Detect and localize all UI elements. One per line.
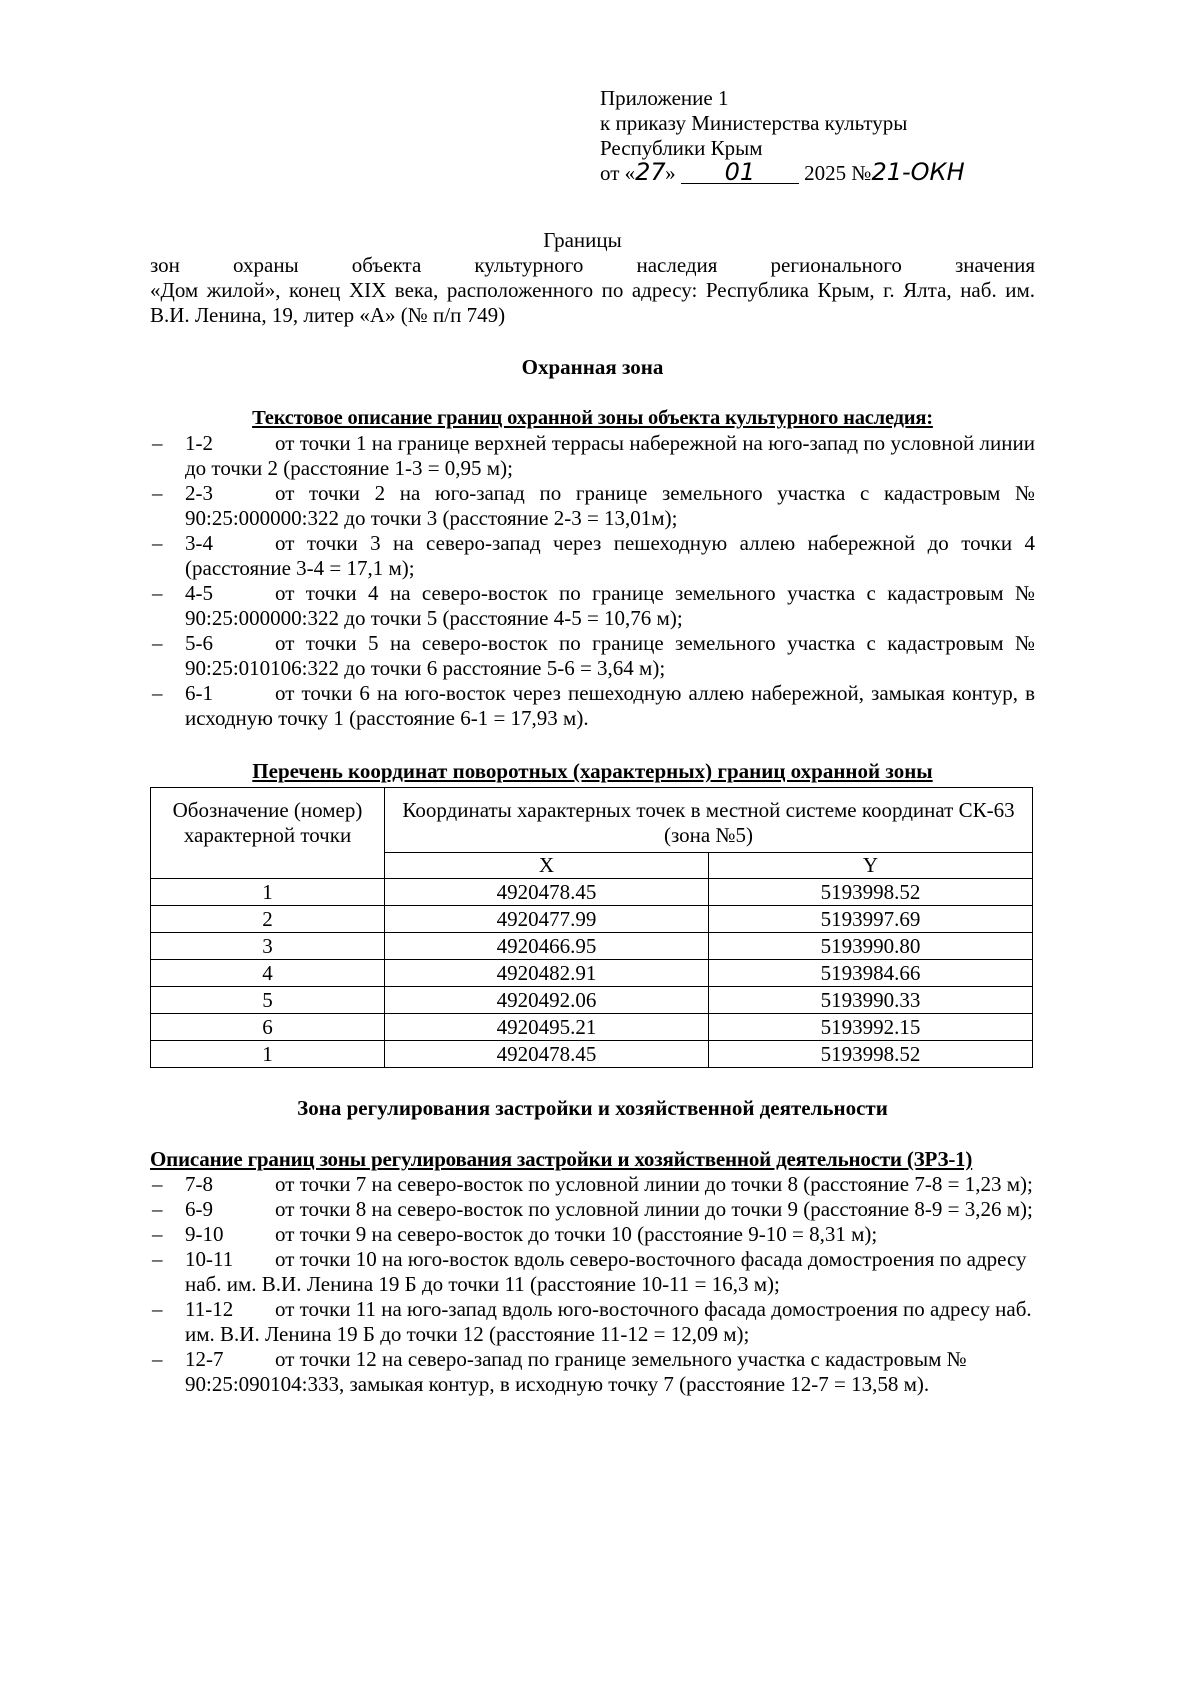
segment-description: от точки 11 на юго-запад вдоль юго-восточного фасада домостроения по адресу наб. им. В.И. Ленина 19 Б до точки 12 (расстояние 11-12 = 12,09 м);	[185, 1297, 1032, 1346]
x-column-header: X	[385, 853, 709, 879]
list-dash: –	[152, 1347, 163, 1371]
segment-code: 10-11	[185, 1247, 234, 1271]
cell-point: 4	[151, 960, 385, 987]
cell-y: 5193997.69	[708, 906, 1032, 933]
cell-x: 4920482.91	[385, 960, 709, 987]
segment-description: от точки 10 на юго-восток вдоль северо-восточного фасада домостроения по адресу наб. им. В.И. Ленина 19 Б до точки 11 (расстояние 10-11 = 16,3 м);	[185, 1247, 1027, 1296]
table-row	[151, 1041, 1033, 1068]
handwritten-day: 27	[635, 158, 666, 186]
y-column-header: Y	[708, 853, 1032, 879]
cell-x: 4920478.45	[385, 1041, 709, 1068]
table-row	[151, 960, 1033, 987]
handwritten-month: 01	[681, 161, 799, 184]
boundary-segment-item	[150, 581, 1035, 631]
list-dash: –	[152, 1172, 163, 1196]
table-row	[151, 987, 1033, 1014]
cell-y: 5193984.66	[708, 960, 1032, 987]
cell-y: 5193990.80	[708, 933, 1032, 960]
order-reference: к приказу Министерства культуры	[600, 111, 908, 135]
list-dash: –	[152, 531, 163, 555]
segment-description: от точки 2 на юго-запад по границе земельного участка с кадастровым № 90:25:000000:322 до точки 3 (расстояние 2-3 = 13,01м);	[185, 481, 1035, 530]
cell-y: 5193990.33	[708, 987, 1032, 1014]
cell-x: 4920478.45	[385, 879, 709, 906]
segment-description: от точки 6 на юго-восток через пешеходную аллею набережной, замыкая контур, в исходную точку 1 (расстояние 6-1 = 17,93 м).	[185, 681, 1035, 730]
cell-point: 6	[151, 1014, 385, 1041]
list-dash: –	[152, 481, 163, 505]
segment-description: от точки 4 на северо-восток по границе земельного участка с кадастровым № 90:25:000000:322 до точки 5 (расстояние 4-5 = 10,76 м);	[185, 581, 1035, 630]
segment-code: 4-5	[185, 581, 213, 605]
table-row	[151, 879, 1033, 906]
document-body	[150, 228, 1035, 1397]
cell-y: 5193998.52	[708, 1041, 1032, 1068]
list-dash: –	[152, 631, 163, 655]
order-date-line: от «27» 01 2025 №21-ОКН	[600, 161, 1040, 186]
coordinates-table	[150, 787, 1033, 1068]
document-subtitle-line1: зон охраны объекта культурного наследия регионального значения	[150, 253, 1035, 277]
segment-code: 12-7	[185, 1347, 224, 1371]
cell-x: 4920477.99	[385, 906, 709, 933]
boundary-segment-item	[150, 481, 1035, 531]
boundary-segment-item	[150, 1297, 1035, 1347]
segment-code: 6-9	[185, 1197, 213, 1221]
segment-code: 5-6	[185, 631, 213, 655]
document-subtitle: «Дом жилой», конец XIX века, расположенного по адресу: Республика Крым, г. Ялта, наб. им. В.И. Ленина, 19, литер «А» (№ п/п 749)	[150, 278, 1035, 327]
cell-point: 5	[151, 987, 385, 1014]
list-dash: –	[152, 1247, 163, 1271]
coordinates-column-header: Координаты характерных точек в местной системе координат СК-63 (зона №5)	[385, 788, 1033, 853]
protection-zone-boundary-list	[150, 431, 1035, 731]
table-row	[151, 1014, 1033, 1041]
appendix-header	[600, 86, 1040, 186]
appendix-label: Приложение 1	[600, 86, 729, 110]
segment-code: 11-12	[185, 1297, 234, 1321]
segment-description: от точки 9 на северо-восток до точки 10 (расстояние 9-10 = 8,31 м);	[275, 1222, 878, 1246]
boundary-segment-item	[150, 681, 1035, 731]
cell-point: 1	[151, 879, 385, 906]
segment-code: 3-4	[185, 531, 213, 555]
list-dash: –	[152, 681, 163, 705]
cell-point: 3	[151, 933, 385, 960]
segment-code: 7-8	[185, 1172, 213, 1196]
cell-point: 1	[151, 1041, 385, 1068]
regulation-zone-boundary-list	[150, 1172, 1035, 1397]
list-dash: –	[152, 581, 163, 605]
list-dash: –	[152, 1197, 163, 1221]
segment-code: 2-3	[185, 481, 213, 505]
protection-zone-description-title: Текстовое описание границ охранной зоны объекта культурного наследия:	[252, 407, 933, 429]
segment-code: 1-2	[185, 431, 213, 455]
segment-code: 6-1	[185, 681, 213, 705]
cell-x: 4920492.06	[385, 987, 709, 1014]
segment-description: от точки 12 на северо-запад по границе земельного участка с кадастровым № 90:25:090104:333, замыкая контур, в исходную точку 7 (расстояние 12-7 = 13,58 м).	[185, 1347, 967, 1396]
point-column-header: Обозначение (номер) характерной точки	[151, 788, 385, 879]
cell-y: 5193998.52	[708, 879, 1032, 906]
handwritten-order-number: 21-ОКН	[871, 158, 965, 186]
boundary-segment-item	[150, 431, 1035, 481]
table-row	[151, 933, 1033, 960]
boundary-segment-item	[150, 1197, 1035, 1222]
list-dash: –	[152, 431, 163, 455]
protection-zone-title: Охранная зона	[521, 355, 664, 379]
cell-point: 2	[151, 906, 385, 933]
segment-description: от точки 1 на границе верхней террасы набережной на юго-запад по условной линии до точки 2 (расстояние 1-3 = 0,95 м);	[185, 431, 1035, 480]
segment-description: от точки 7 на северо-восток по условной линии до точки 8 (расстояние 7-8 = 1,23 м);	[275, 1172, 1033, 1196]
segment-description: от точки 8 на северо-восток по условной линии до точки 9 (расстояние 8-9 = 3,26 м);	[275, 1197, 1033, 1221]
list-dash: –	[152, 1297, 163, 1321]
republic-name: Республики Крым	[600, 136, 763, 160]
segment-description: от точки 3 на северо-запад через пешеходную аллею набережной до точки 4 (расстояние 3-4 = 17,1 м);	[185, 531, 1035, 580]
coordinates-table-title: Перечень координат поворотных (характерных) границ охранной зоны	[252, 759, 933, 783]
cell-x: 4920495.21	[385, 1014, 709, 1041]
boundary-segment-item	[150, 1222, 1035, 1247]
boundary-segment-item	[150, 1172, 1035, 1197]
regulation-zone-title: Зона регулирования застройки и хозяйственной деятельности	[297, 1096, 888, 1120]
segment-description: от точки 5 на северо-восток по границе земельного участка с кадастровым № 90:25:010106:322 до точки 6 расстояние 5-6 = 3,64 м);	[185, 631, 1035, 680]
cell-y: 5193992.15	[708, 1014, 1032, 1041]
regulation-zone-description-title: Описание границ зоны регулирования застройки и хозяйственной деятельности (ЗРЗ-1)	[150, 1147, 973, 1171]
table-row	[151, 906, 1033, 933]
cell-x: 4920466.95	[385, 933, 709, 960]
segment-code: 9-10	[185, 1222, 224, 1246]
document-title: Границы	[543, 228, 622, 252]
boundary-segment-item	[150, 1347, 1035, 1397]
boundary-segment-item	[150, 531, 1035, 581]
boundary-segment-item	[150, 631, 1035, 681]
list-dash: –	[152, 1222, 163, 1246]
boundary-segment-item	[150, 1247, 1035, 1297]
